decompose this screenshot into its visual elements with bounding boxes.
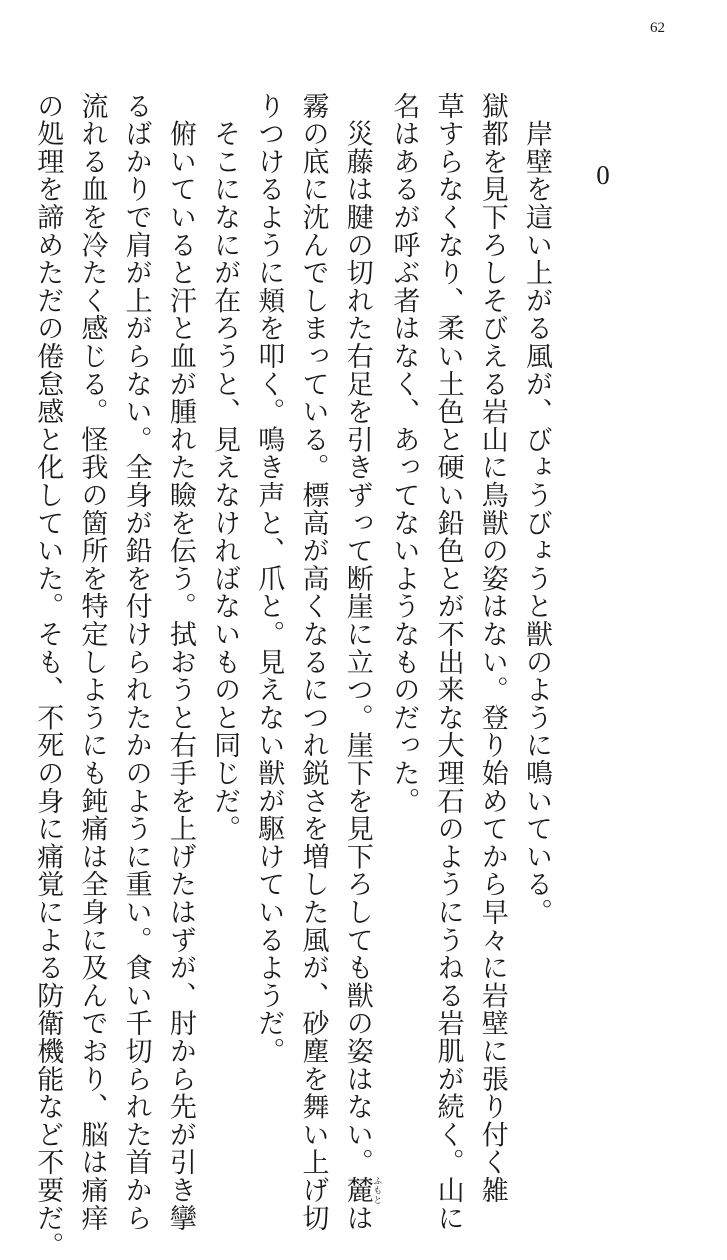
text-column: そこになにが在ろうと、見えなければないものと同じだ。 — [209, 92, 241, 843]
text-column: 流れる血を冷たく感じる。怪我の箇所を特定しようにも鈍痛は全身に及んでおり、脳は痛痒 — [76, 92, 108, 1232]
text-column: の処理を諦めただの倦怠感と化していた。そも、不死の身に痛覚による防衛機能など不要だ。 — [32, 92, 64, 1260]
ruby-word — [341, 1176, 382, 1205]
page-number: 62 — [650, 20, 665, 36]
ruby-base: 麓 — [341, 1176, 373, 1205]
chapter-number: 0 — [596, 160, 610, 190]
text-column: 草すらなくなり、柔い土色と硬い鉛色とが不出来な大理石のようにうねる岩肌が続く。山に — [432, 92, 464, 1232]
text-column: りつけるように頬を叩く。鳴き声と、爪と。見えない獣が駆けているようだ。 — [253, 92, 285, 1065]
text-column: 俯いていると汗と血が腫れた瞼を伝う。拭おうと右手を上げたはずが、肘から先が引き攣 — [164, 92, 196, 1232]
ruby-trailing: は — [341, 1204, 373, 1232]
text-column: 岸壁を這い上がる風が、びょうびょうと獣のように鳴いている。 — [521, 92, 552, 926]
text-column-part: 災藤は腱の切れた右足を引きずって断崖に立つ。崖下を見下ろしても獣の姿はない。 — [341, 92, 373, 1177]
ruby-reading: ふもと — [371, 1176, 382, 1204]
text-column: 獄都を見下ろしそびえる岩山に鳥獣の姿はない。登り始めてから早々に岩壁に張り付く雑 — [476, 92, 508, 1204]
body-text — [32, 92, 558, 1260]
text-column-with-ruby — [334, 92, 382, 1232]
text-column: 霧の底に沈んでしまっている。標高が高くなるにつれ鋭さを増した風が、砂塵を舞い上げ切 — [297, 92, 329, 1232]
text-column: 名はあるが呼ぶ者はなく、あってないようなものだった。 — [388, 92, 420, 815]
text-column: るばかりで肩が上がらない。全身が鉛を付けられたかのように重い。食い千切られた首から — [120, 92, 152, 1232]
